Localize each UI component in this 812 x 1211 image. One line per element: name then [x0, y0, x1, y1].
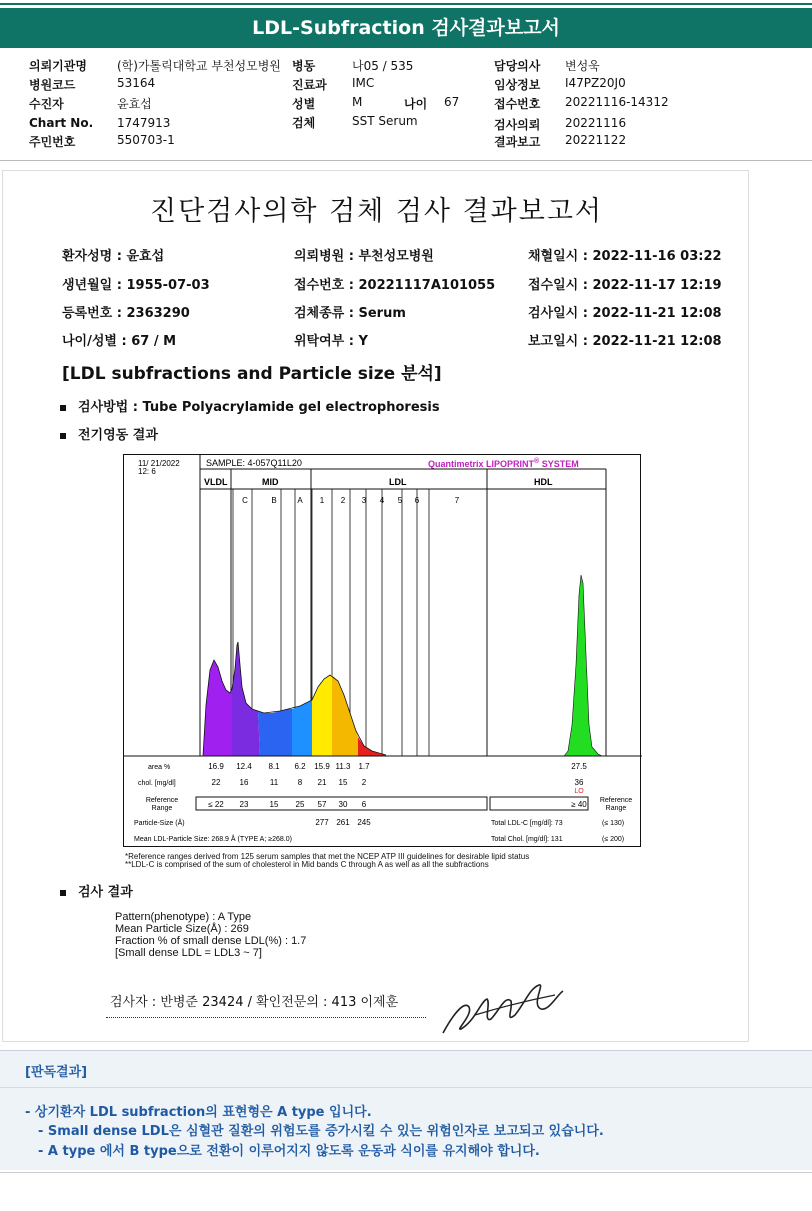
header-key: Chart No.: [29, 116, 94, 130]
info-item: 검사일시 : 2022-11-21 12:08: [528, 306, 722, 321]
header-value: IMC: [352, 76, 375, 90]
header-key: 병동: [292, 59, 316, 73]
group-label: MID: [262, 477, 279, 487]
chol-value: 8: [297, 778, 303, 787]
area-value: 8.1: [268, 762, 280, 771]
area-segment: [332, 675, 358, 756]
row-label: area %: [148, 764, 171, 771]
header-key: 주민번호: [29, 135, 76, 149]
result-line: Pattern(phenotype) : A Type: [115, 911, 252, 923]
judgement-line: - Small dense LDL은 심혈관 질환의 위험도를 증가시킬 수 있는 위험인자로 보고되고 있습니다.: [38, 1124, 604, 1139]
band-label: A: [297, 496, 303, 505]
method-bullet: [60, 396, 440, 415]
header-key: 병원코드: [29, 78, 76, 92]
header-key: 담당의사: [494, 59, 541, 73]
header-value: (학)가톨릭대학교 부천성모병원: [117, 59, 281, 73]
area-value: 15.9: [314, 762, 330, 771]
band-label: 2: [340, 496, 346, 505]
area-segment: [312, 675, 332, 756]
header-value: M: [352, 95, 363, 109]
psize-label: Particle-Size (Å): [134, 820, 185, 827]
ref-value: 6: [361, 800, 367, 809]
info-item: 채혈일시 : 2022-11-16 03:22: [528, 249, 722, 264]
judgement-line: - A type 에서 B type으로 전환이 이루어지지 않도록 운동과 식이를 유지해야 합니다.: [38, 1144, 540, 1159]
hdl-flag: LO: [574, 788, 584, 795]
chol-value: 22: [211, 778, 221, 787]
header-key: 접수번호: [494, 97, 541, 111]
group-label: VLDL: [204, 477, 228, 487]
header-key: 성별: [292, 97, 316, 111]
signature-image: [435, 971, 565, 1041]
chart-time: 12: 6: [138, 467, 156, 476]
electro-bullet: [60, 424, 158, 443]
chart-note: **LDL-C is comprised of the sum of cholesterol in Mid bands C through A as well as all the subfractions: [125, 860, 489, 869]
header-key: 진료과: [292, 78, 327, 92]
bottom-rule: [0, 1172, 812, 1173]
chart-brand: Quantimetrix LIPOPRINT® SYSTEM: [428, 458, 579, 469]
age-value: 67: [444, 95, 460, 109]
chol-value: 2: [361, 778, 367, 787]
header-key: 검사의뢰: [494, 118, 541, 132]
header-value: 550703-1: [117, 133, 175, 147]
chart-date: 11/ 21/2022: [138, 459, 180, 468]
area-value: 1.7: [358, 762, 370, 771]
electrophoresis-chart: [123, 454, 641, 847]
total-chol: Total Chol. [mg/dl]: 131: [491, 836, 563, 843]
area-segment: [258, 709, 292, 756]
header-key: 의뢰기관명: [29, 59, 87, 73]
total-chol-ref: (≤ 200): [602, 836, 625, 843]
result-line: Mean Particle Size(Å) : 269: [115, 923, 249, 935]
bullet-icon: [60, 433, 66, 439]
psize-value: 277: [315, 818, 329, 827]
bullet-icon: [60, 890, 66, 896]
judgement-line: - 상기환자 LDL subfraction의 표현형은 A type 입니다.: [25, 1105, 372, 1120]
ref-value: 30: [338, 800, 348, 809]
header-value: 윤효섭: [117, 97, 152, 111]
info-item: 위탁여부 : Y: [294, 334, 368, 349]
header-value: I47PZ20J0: [565, 76, 626, 90]
info-item: 접수번호 : 20221117A101055: [294, 278, 496, 293]
header-key: 임상정보: [494, 78, 541, 92]
result-line: [Small dense LDL = LDL3 ~ 7]: [115, 947, 262, 959]
band-label: C: [242, 496, 248, 505]
bullet-icon: [60, 405, 66, 411]
area-value: 12.4: [236, 762, 252, 771]
method-text: 검사방법 : Tube Polyacrylamide gel electrophoresis: [78, 400, 440, 415]
mean-size: Mean LDL-Particle Size: 268.9 Å (TYPE A; ≥268.0): [134, 836, 292, 843]
info-item: 생년월일 : 1955-07-03: [62, 278, 210, 293]
header-value: 53164: [117, 76, 156, 90]
band-label: B: [271, 496, 277, 505]
section-heading: [LDL subfractions and Particle size 분석]: [62, 364, 442, 384]
ref-label: Range: [151, 805, 173, 812]
info-item: 접수일시 : 2022-11-17 12:19: [528, 278, 722, 293]
chol-value: 21: [317, 778, 327, 787]
ref-value: 25: [295, 800, 305, 809]
chol-value: 15: [338, 778, 348, 787]
info-item: 등록번호 : 2363290: [62, 306, 190, 321]
result-line: Fraction % of small dense LDL(%) : 1.7: [115, 935, 307, 947]
group-label: HDL: [534, 477, 553, 487]
ref-value: 23: [239, 800, 249, 809]
psize-value: 245: [357, 818, 371, 827]
header-key: 수진자: [29, 97, 64, 111]
signature-line: [106, 1017, 426, 1018]
area-value: 11.3: [335, 762, 351, 771]
top-rule: [0, 3, 812, 5]
info-item: 환자성명 : 윤효섭: [62, 249, 165, 264]
band-label: 6: [414, 496, 420, 505]
result-heading: 검사 결과: [78, 885, 133, 900]
divider: [0, 160, 812, 161]
psize-value: 261: [336, 818, 350, 827]
header-value: SST Serum: [352, 114, 418, 128]
area-segment: [292, 700, 312, 756]
ref-label: Reference: [145, 797, 179, 804]
info-item: 나이/성별 : 67 / M: [62, 334, 177, 349]
band-label: 7: [454, 496, 460, 505]
band-label: 1: [319, 496, 325, 505]
total-ldl: Total LDL-C [mg/dl]: 73: [491, 820, 563, 827]
info-item: 보고일시 : 2022-11-21 12:08: [528, 334, 722, 349]
header-value: 나05 / 535: [352, 59, 414, 73]
header-value: 변성욱: [565, 59, 600, 73]
chart-svg: [124, 455, 642, 848]
judgement-label: [판독결과]: [25, 1065, 88, 1080]
inspector-line: 검사자 : 반병준 23424 / 확인전문의 : 413 이제훈: [110, 995, 399, 1010]
area-value: 6.2: [294, 762, 306, 771]
total-ldl-ref: (≤ 130): [602, 820, 625, 827]
electro-text: 전기영동 결과: [78, 428, 158, 443]
hdl-peak: [564, 575, 602, 756]
header-value: 20221122: [565, 133, 627, 147]
group-label: LDL: [389, 477, 407, 487]
chol-value: 16: [239, 778, 249, 787]
band-label: 3: [361, 496, 367, 505]
header-value: 1747913: [117, 116, 171, 130]
area-value: 16.9: [208, 762, 224, 771]
report-sheet: [2, 170, 749, 1042]
info-item: 검체종류 : Serum: [294, 306, 406, 321]
judgement-divider: [0, 1087, 812, 1088]
report-title-bar: LDL-Subfraction 검사결과보고서: [0, 8, 812, 48]
result-lines: [115, 911, 306, 959]
hdl-area-value: 27.5: [571, 762, 587, 771]
header-key: 결과보고: [494, 135, 541, 149]
ref-value: 57: [317, 800, 327, 809]
chart-note: *Reference ranges derived from 125 serum samples that met the NCEP ATP III guidelines for desirable lipid status: [125, 852, 530, 861]
hdl-chol-value: 36: [574, 778, 584, 787]
header-value: 20221116: [565, 116, 627, 130]
band-label: 5: [397, 496, 403, 505]
band-label: 4: [379, 496, 385, 505]
chart-sample: SAMPLE: 4-057Q11L20: [206, 458, 302, 468]
header-key: 검체: [292, 116, 316, 130]
judgement-panel: [0, 1050, 812, 1170]
age-label: 나이: [404, 97, 428, 111]
result-bullet: [60, 881, 133, 900]
chol-value: 11: [269, 778, 279, 787]
report-title: 진단검사의학 검체 검사 결과보고서: [150, 196, 603, 227]
header-value: 20221116-14312: [565, 95, 669, 109]
row-label: chol. [mg/dl]: [138, 780, 176, 787]
area-segment: [203, 660, 232, 756]
ref-label: Range: [605, 805, 627, 812]
ref-label: Reference: [599, 797, 633, 804]
hdl-ref-value: ≥ 40: [571, 800, 587, 809]
ref-value: ≤ 22: [208, 800, 224, 809]
info-item: 의뢰병원 : 부천성모병원: [294, 249, 434, 264]
ref-value: 15: [269, 800, 279, 809]
